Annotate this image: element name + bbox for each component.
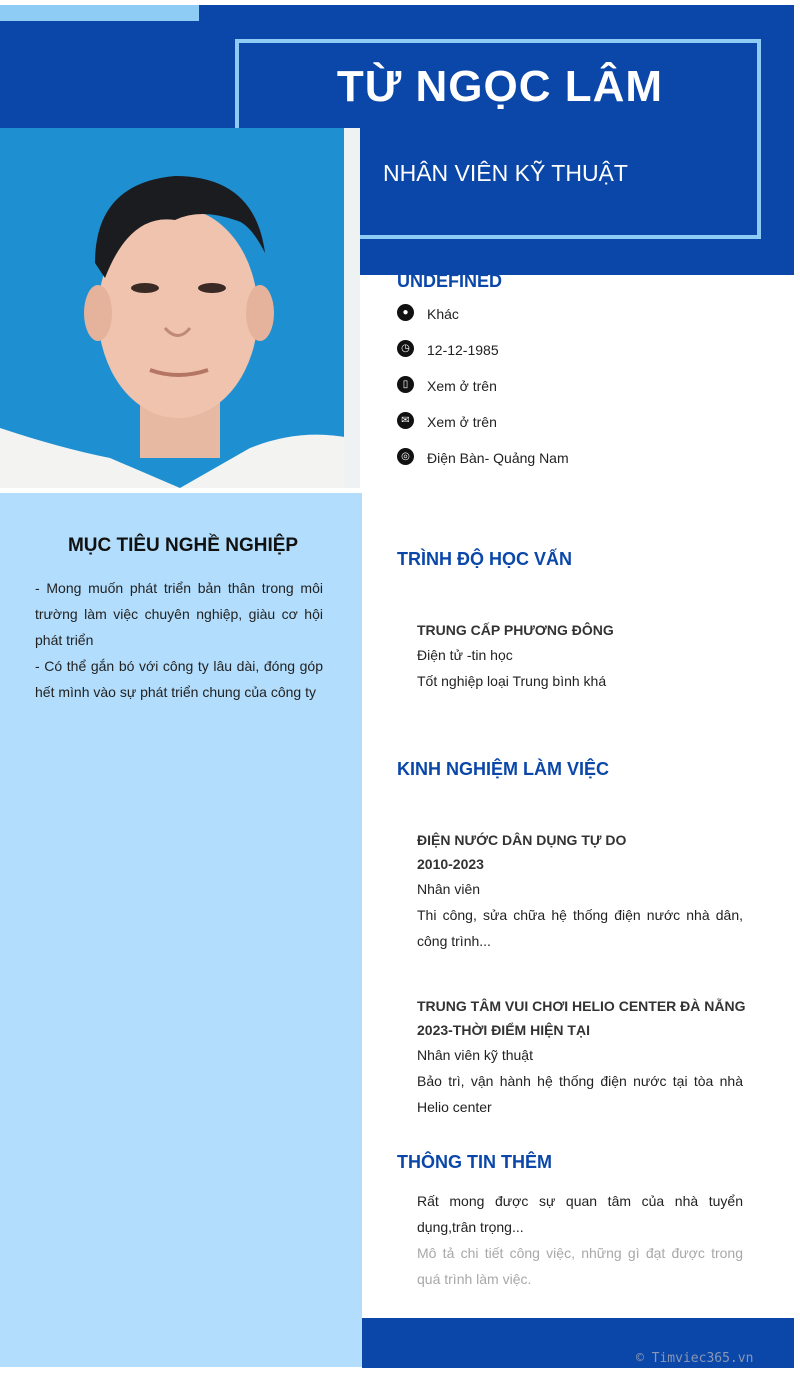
clock-icon: ◷ [397, 340, 414, 357]
additional-info-line: dụng,trân trọng... [417, 1219, 524, 1235]
address-value: Điện Bàn- Quảng Nam [427, 450, 569, 466]
email-value: Xem ở trên [427, 414, 497, 430]
profile-photo [0, 128, 360, 488]
job-company: ĐIỆN NƯỚC DÂN DỤNG TỰ DO [417, 832, 627, 848]
career-objective-heading: MỤC TIÊU NGHỀ NGHIỆP [67, 535, 299, 556]
candidate-name: TỪ NGỌC LÂM [336, 62, 664, 111]
objective-line: - Có thể gắn bó với công ty lâu dài, đóng góp [35, 658, 323, 674]
gender-value: Khác [427, 306, 459, 322]
person-icon: ● [397, 304, 414, 321]
job-description-line: Thi công, sửa chữa hệ thống điện nước nhà dân, [417, 907, 743, 923]
additional-info-heading: THÔNG TIN THÊM [397, 1152, 552, 1172]
objective-line: - Mong muốn phát triển bản thân trong môi [35, 580, 323, 596]
placeholder-hint-line: quá trình làm việc. [417, 1271, 532, 1287]
watermark: © Timviec365.vn [636, 1351, 754, 1366]
email-icon: ✉ [397, 412, 414, 429]
job-period: 2010-2023 [417, 856, 484, 872]
phone-value: Xem ở trên [427, 378, 497, 394]
job-description-line: Bảo trì, vận hành hệ thống điện nước tại tòa nhà [417, 1073, 743, 1089]
job-period: 2023-THỜI ĐIỂM HIỆN TẠI [417, 1022, 590, 1038]
birthdate-value: 12-12-1985 [427, 342, 499, 358]
objective-line: phát triển [35, 632, 94, 648]
personal-info-heading: UNDEFINED [397, 271, 503, 291]
placeholder-hint-line: Mô tả chi tiết công việc, những gì đạt được trong [417, 1245, 743, 1261]
location-icon: ◎ [397, 448, 414, 465]
job-company: TRUNG TÂM VUI CHƠI HELIO CENTER ĐÀ NẴNG [417, 998, 746, 1014]
portrait-illustration [0, 128, 360, 488]
objective-line: trường làm việc chuyên nghiệp, giàu cơ hội [35, 606, 323, 622]
education-school: TRUNG CẤP PHƯƠNG ĐÔNG [417, 622, 614, 638]
phone-icon: ▯ [397, 376, 414, 393]
education-result: Tốt nghiệp loại Trung bình khá [417, 673, 607, 689]
job-position: Nhân viên kỹ thuật [417, 1047, 533, 1063]
header-accent-strip [0, 5, 199, 21]
objective-line: hết mình vào sự phát triển chung của công ty [35, 684, 316, 700]
experience-heading: KINH NGHIỆM LÀM VIỆC [397, 759, 610, 779]
job-position: Nhân viên [417, 881, 481, 897]
additional-info-line: Rất mong được sự quan tâm của nhà tuyển [417, 1193, 743, 1209]
job-description-line: công trình... [417, 933, 491, 949]
education-heading: TRÌNH ĐỘ HỌC VẤN [397, 549, 572, 569]
education-major: Điện tử -tin học [417, 647, 513, 663]
job-description-line: Helio center [417, 1099, 492, 1115]
job-title: NHÂN VIÊN KỸ THUẬT [383, 160, 628, 186]
